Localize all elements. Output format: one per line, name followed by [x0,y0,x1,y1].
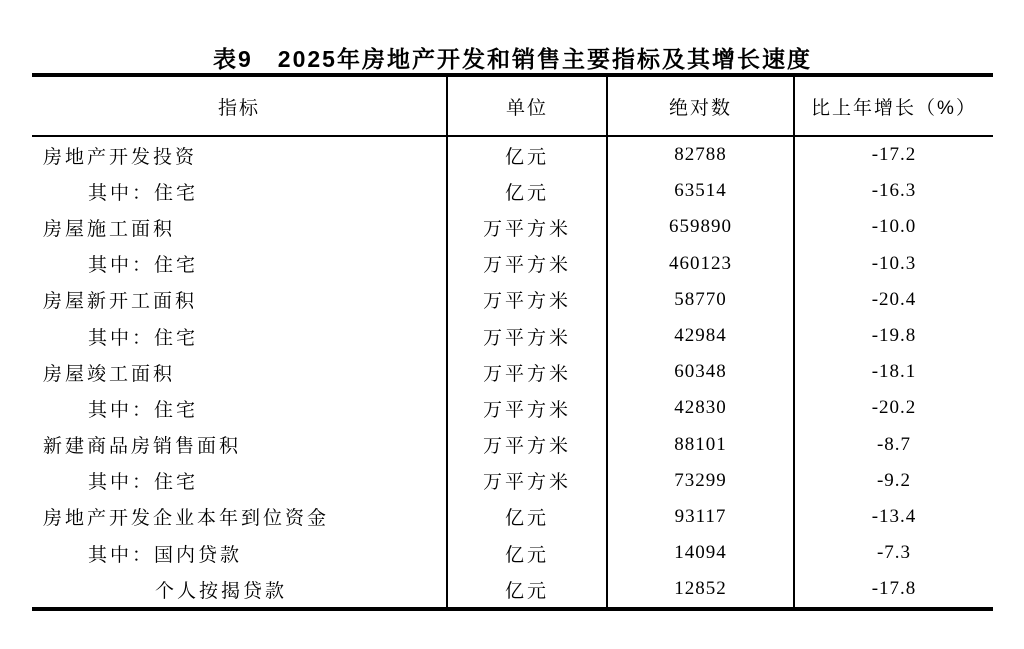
growth-cell: -10.0 [871,216,917,238]
value-cell: 73299 [608,463,795,499]
column-header-unit: 单位 [448,77,608,137]
statistics-table [32,73,993,611]
unit-cell: 万平方米 [448,427,608,463]
unit-cell: 万平方米 [448,246,608,282]
growth-cell: -20.2 [871,397,917,419]
column-header-absolute-value: 绝对数 [608,77,795,137]
unit-cell: 万平方米 [448,463,608,499]
indicator-cell: 房屋新开工面积 [32,282,448,318]
indicator-cell: 其中：住宅 [32,390,448,426]
growth-cell: -16.3 [871,180,917,202]
indicator-cell: 房地产开发投资 [32,137,448,173]
growth-cell: -13.4 [871,505,917,527]
unit-cell: 亿元 [448,137,608,173]
value-cell: 42830 [608,390,795,426]
indicator-cell: 房地产开发企业本年到位资金 [32,499,448,535]
growth-cell: -20.4 [871,288,917,310]
indicator-cell: 其中：住宅 [32,246,448,282]
growth-cell: -19.8 [871,325,917,347]
indicator-cell: 其中：住宅 [32,318,448,354]
growth-cell: -8.7 [876,433,912,455]
growth-cell: -18.1 [871,361,917,383]
growth-cell: -10.3 [871,252,917,274]
indicator-cell: 房屋施工面积 [32,209,448,245]
indicator-cell: 个人按揭贷款 [32,571,448,607]
growth-cell: -17.2 [871,144,917,166]
value-cell: 60348 [608,354,795,390]
table-title: 表9 2025年房地产开发和销售主要指标及其增长速度 [213,46,812,72]
indicator-cell: 其中：住宅 [32,463,448,499]
growth-cell: -9.2 [876,469,912,491]
growth-cell: -7.3 [876,542,912,564]
column-header-indicator: 指标 [32,77,448,137]
unit-cell: 亿元 [448,499,608,535]
value-cell: 88101 [608,427,795,463]
unit-cell: 万平方米 [448,318,608,354]
value-cell: 93117 [608,499,795,535]
value-cell: 460123 [608,246,795,282]
indicator-cell: 其中：国内贷款 [32,535,448,571]
unit-cell: 亿元 [448,535,608,571]
unit-cell: 万平方米 [448,390,608,426]
unit-cell: 万平方米 [448,354,608,390]
indicator-cell: 其中：住宅 [32,173,448,209]
value-cell: 63514 [608,173,795,209]
unit-cell: 万平方米 [448,209,608,245]
unit-cell: 亿元 [448,173,608,209]
unit-cell: 亿元 [448,571,608,607]
value-cell: 42984 [608,318,795,354]
unit-cell: 万平方米 [448,282,608,318]
value-cell: 12852 [608,571,795,607]
value-cell: 58770 [608,282,795,318]
value-cell: 82788 [608,137,795,173]
growth-cell: -17.8 [871,578,917,600]
column-header-growth: 比上年增长（%） [795,77,993,137]
indicator-cell: 新建商品房销售面积 [32,427,448,463]
value-cell: 14094 [608,535,795,571]
value-cell: 659890 [608,209,795,245]
indicator-cell: 房屋竣工面积 [32,354,448,390]
